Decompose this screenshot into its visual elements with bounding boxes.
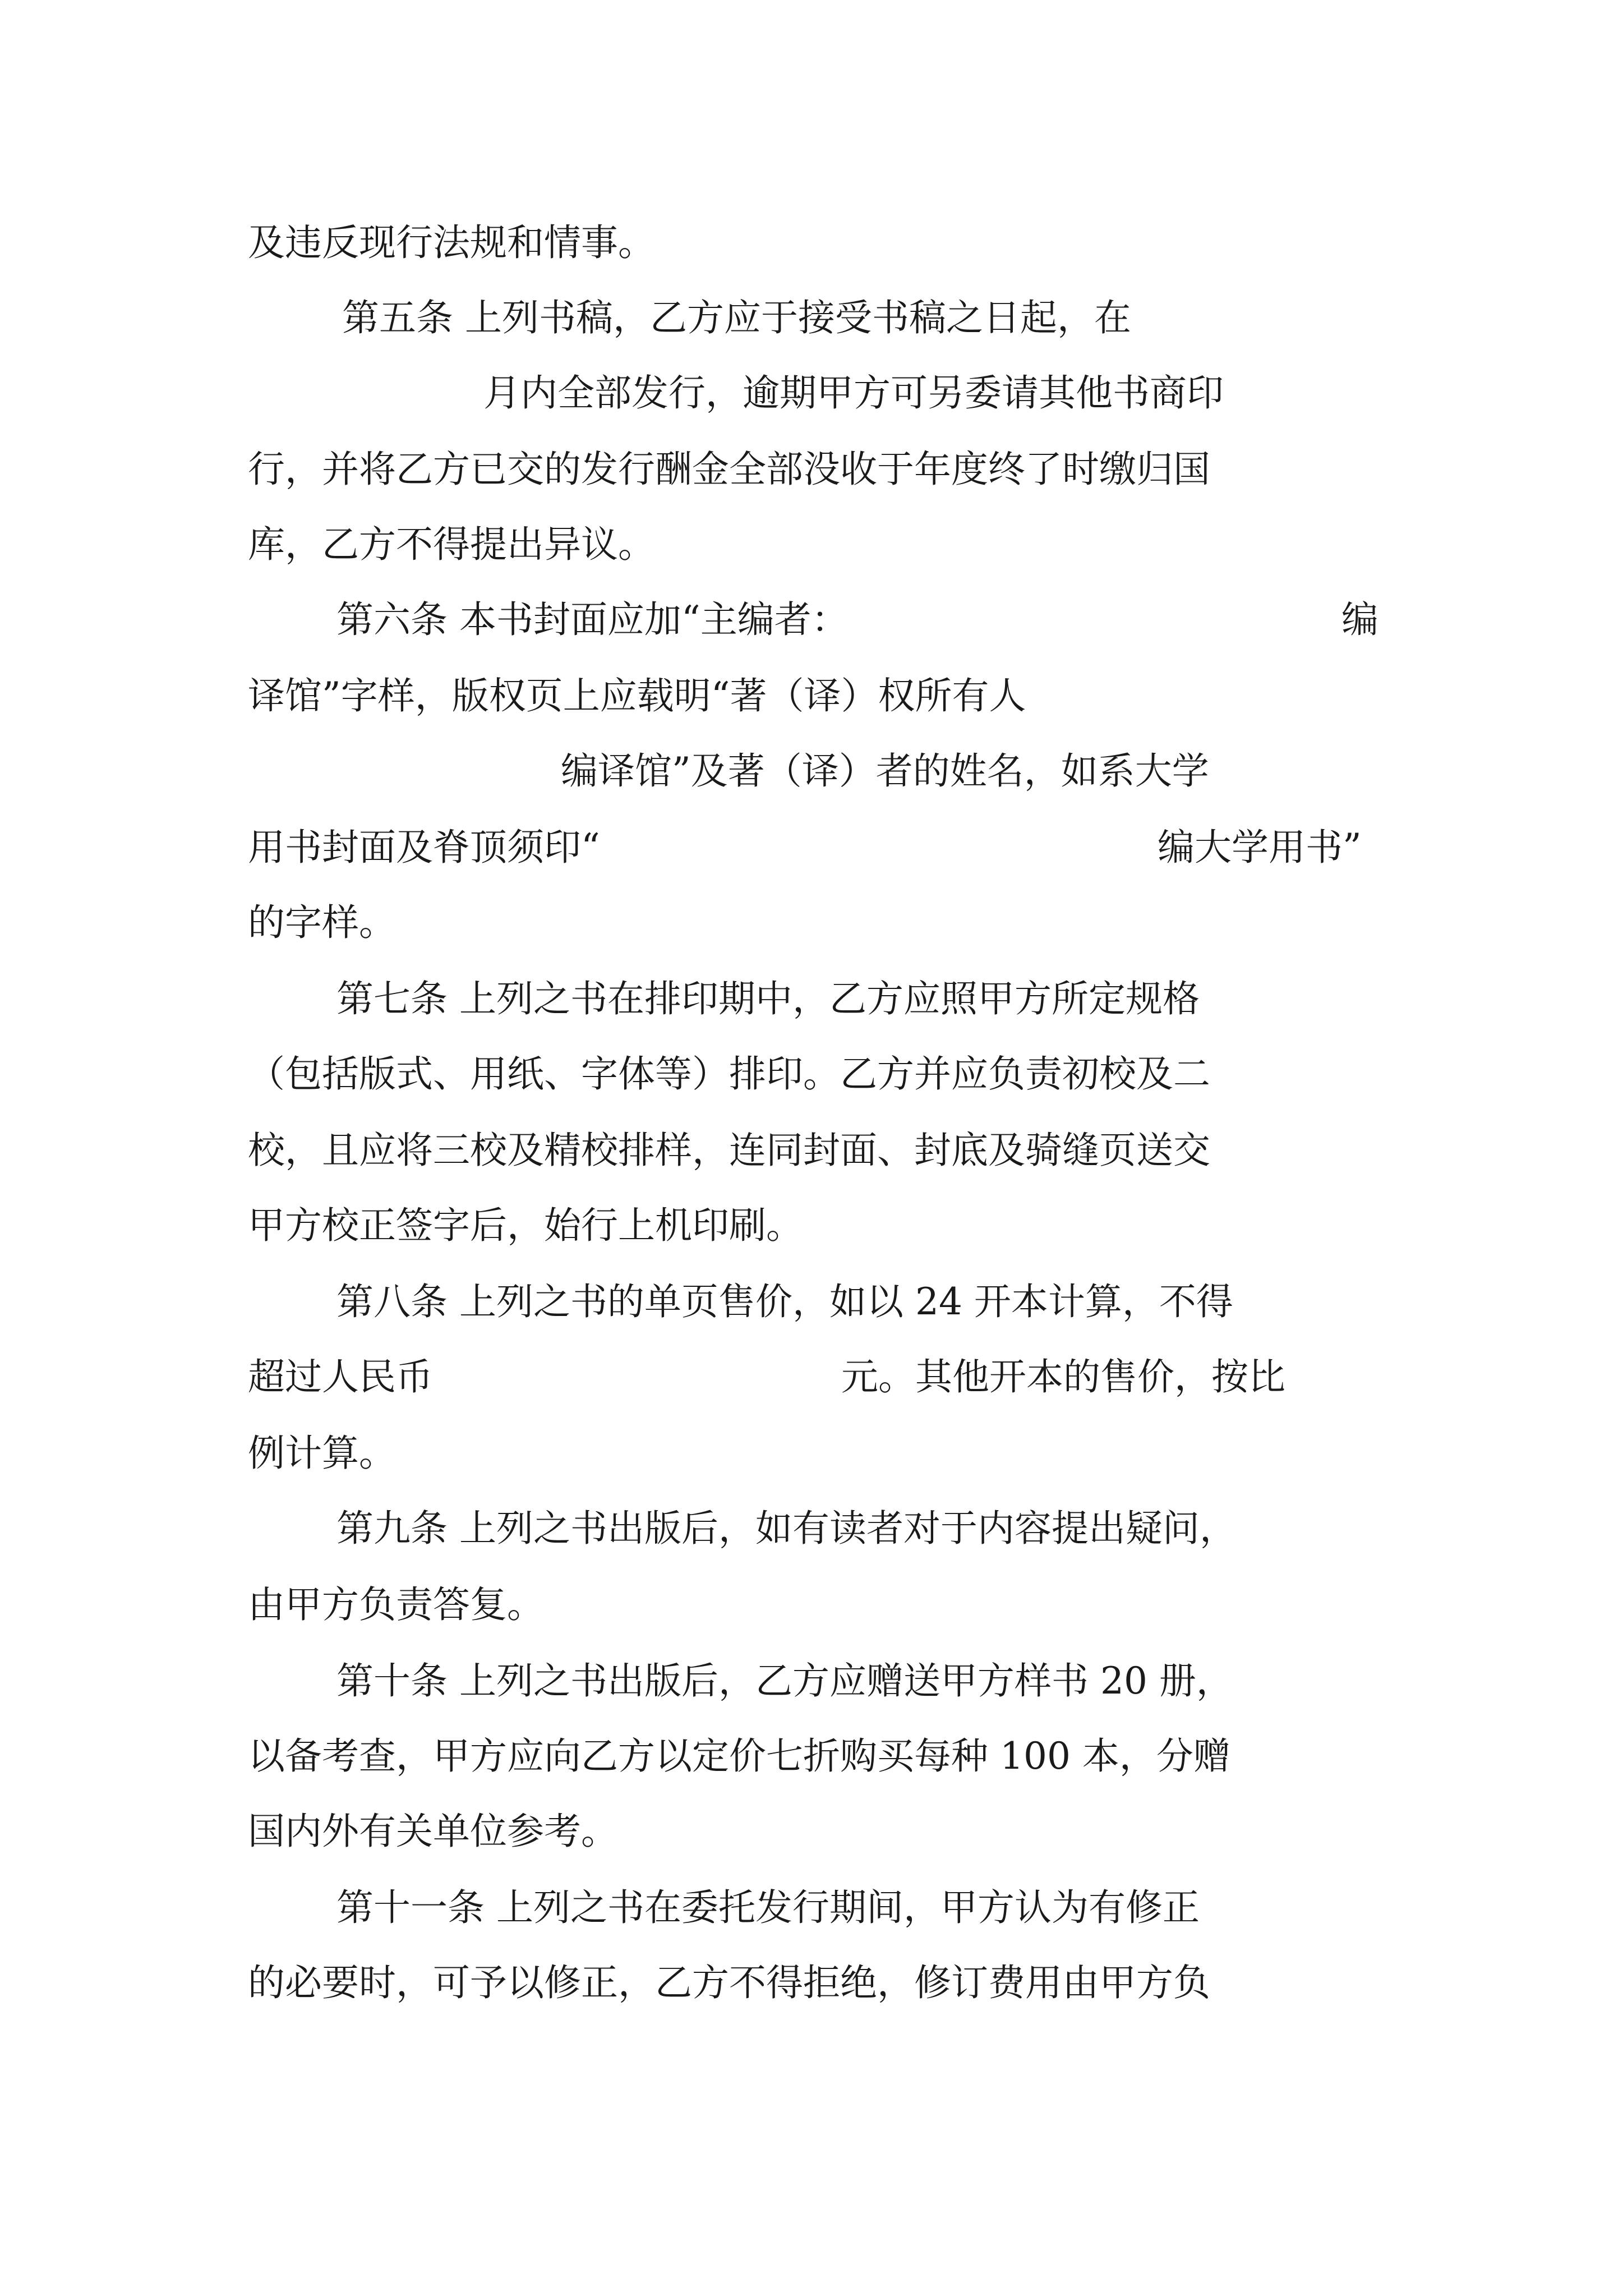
line-18: 第九条 上列之书出版后，如有读者对于内容提出疑问， [336, 1507, 1237, 1550]
line-22: 国内外有关单位参考。 [248, 1810, 618, 1853]
line-1: 及违反现行法规和情事。 [248, 221, 655, 264]
line-17: 例计算。 [248, 1432, 396, 1475]
line-10: 的字样。 [248, 901, 396, 944]
line-6: 第六条 本书封面应加“主编者： [336, 598, 849, 641]
line-9: 用书封面及脊顶须印“ [248, 826, 600, 869]
line-19: 由甲方负责答复。 [248, 1583, 544, 1626]
line-5: 库，乙方不得提出异议。 [248, 523, 655, 566]
line-4: 行，并将乙方已交的发行酬金全部没收于年度终了时缴归国 [248, 448, 1210, 491]
line-23: 第十一条 上列之书在委托发行期间，甲方认为有修正 [336, 1886, 1200, 1929]
line-16: 超过人民币 [248, 1355, 433, 1398]
line-11: 第七条 上列之书在排印期中，乙方应照甲方所定规格 [336, 977, 1200, 1020]
line-3: 月内全部发行，逾期甲方可另委请其他书商印 [483, 371, 1224, 415]
line-24: 的必要时，可予以修正，乙方不得拒绝，修订费用由甲方负 [248, 1961, 1210, 2004]
line-16-tail: 元。其他开本的售价，按比 [841, 1355, 1285, 1398]
line-8: 编译馆”及著（译）者的姓名，如系大学 [561, 749, 1209, 793]
line-14: 甲方校正签字后，始行上机印刷。 [248, 1204, 803, 1247]
line-13: 校，且应将三校及精校排样，连同封面、封底及骑缝页送交 [248, 1129, 1210, 1172]
line-9-tail: 编大学用书” [1158, 826, 1362, 869]
line-2: 第五条 上列书稿，乙方应于接受书稿之日起，在 [342, 296, 1131, 339]
line-15: 第八条 上列之书的单页售价，如以 24 开本计算，不得 [336, 1280, 1233, 1323]
line-12: （包括版式、用纸、字体等）排印。乙方并应负责初校及二 [248, 1052, 1210, 1096]
line-21: 以备考查，甲方应向乙方以定价七折购买每种 100 本，分赠 [248, 1734, 1230, 1778]
line-7: 译馆”字样，版权页上应载明“著（译）权所有人 [248, 674, 1026, 717]
line-6-tail: 编 [1341, 598, 1378, 641]
line-20: 第十条 上列之书出版后，乙方应赠送甲方样书 20 册， [336, 1659, 1233, 1703]
